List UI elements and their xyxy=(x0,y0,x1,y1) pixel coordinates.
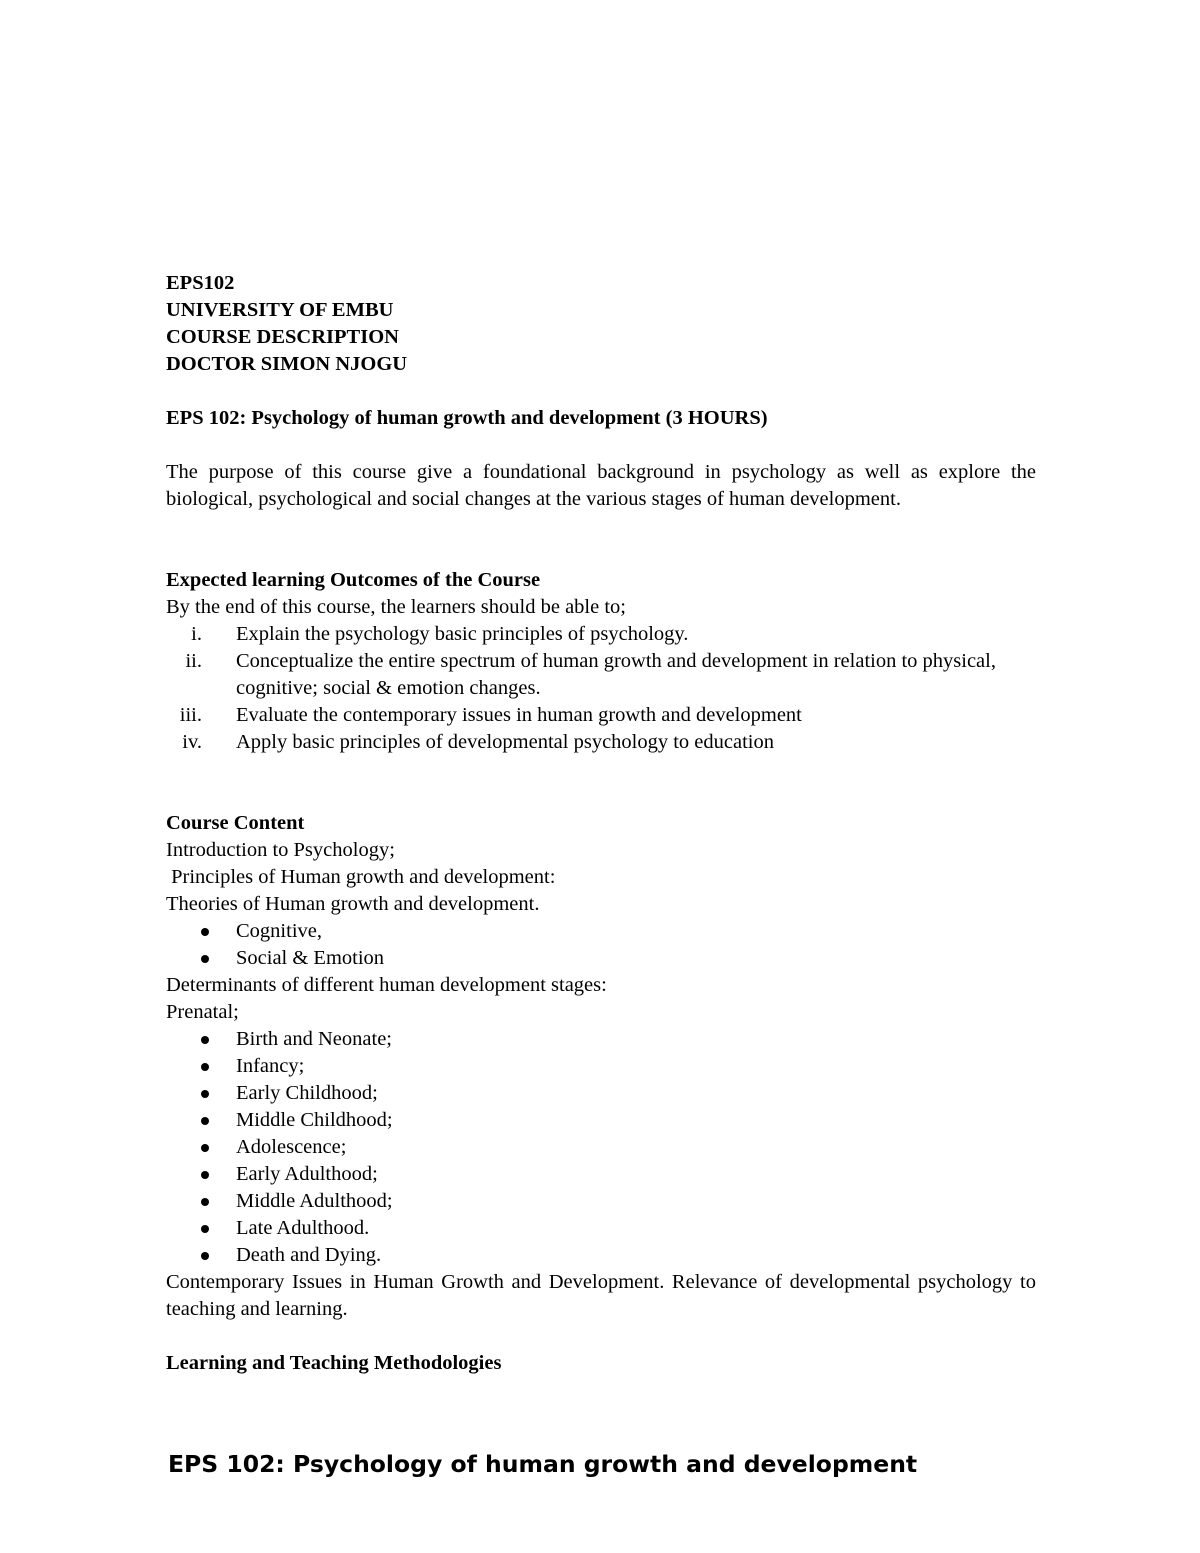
bullet-icon xyxy=(166,1080,236,1107)
content-heading: Course Content xyxy=(166,812,305,834)
list-item-text: Early Adulthood; xyxy=(236,1163,378,1185)
list-item xyxy=(166,945,1036,972)
outcome-item xyxy=(166,702,1036,729)
bullet-icon xyxy=(166,1161,236,1188)
outcome-text: Apply basic principles of developmental psychology to education xyxy=(236,731,774,753)
bullet-icon xyxy=(166,1053,236,1080)
list-item-text: Middle Childhood; xyxy=(236,1109,393,1131)
purpose-paragraph: The purpose of this course give a foundational background in psychology as well as explore the biological, psychological and social changes at the various stages of human development. xyxy=(166,461,1036,510)
course-title: EPS 102: Psychology of human growth and development (3 HOURS) xyxy=(166,407,768,429)
bullet-icon xyxy=(166,918,236,945)
outcome-number: ii. xyxy=(185,650,202,672)
lecturer-name: DOCTOR SIMON NJOGU xyxy=(166,353,408,375)
content-intro-line: Introduction to Psychology; xyxy=(166,839,395,861)
university-name: UNIVERSITY OF EMBU xyxy=(166,299,394,321)
outcomes-list xyxy=(166,621,1036,756)
list-item xyxy=(166,1053,1036,1080)
outcome-item xyxy=(166,729,1036,756)
bullet-icon xyxy=(166,1026,236,1053)
list-item xyxy=(166,1134,1036,1161)
list-item-text: Cognitive, xyxy=(236,920,322,942)
outcome-text: Explain the psychology basic principles of psychology. xyxy=(236,623,689,645)
bullet-icon xyxy=(166,945,236,972)
bullet-icon xyxy=(166,1188,236,1215)
list-item xyxy=(166,1026,1036,1053)
list-item xyxy=(166,1107,1036,1134)
bullet-icon xyxy=(166,1107,236,1134)
content-determinants-line: Determinants of different human development stages: xyxy=(166,974,607,996)
list-item xyxy=(166,1188,1036,1215)
outcome-item xyxy=(166,648,1036,702)
content-prenatal-line: Prenatal; xyxy=(166,1001,239,1023)
outcomes-heading: Expected learning Outcomes of the Course xyxy=(166,569,541,591)
list-item-text: Birth and Neonate; xyxy=(236,1028,392,1050)
contemporary-paragraph: Contemporary Issues in Human Growth and Development. Relevance of developmental psychology to teaching and learning. xyxy=(166,1271,1036,1320)
course-code: EPS102 xyxy=(166,272,235,294)
outcome-number: iv. xyxy=(182,731,202,753)
document-page xyxy=(166,270,1036,1377)
list-item xyxy=(166,1215,1036,1242)
outcome-text: Conceptualize the entire spectrum of human growth and development in relation to physical, cognitive; social & emotion changes. xyxy=(236,650,996,699)
outcome-text: Evaluate the contemporary issues in human growth and development xyxy=(236,704,802,726)
list-item-text: Adolescence; xyxy=(236,1136,347,1158)
list-item xyxy=(166,1242,1036,1269)
bullet-icon xyxy=(166,1134,236,1161)
bullet-icon xyxy=(166,1242,236,1269)
list-item-text: Death and Dying. xyxy=(236,1244,382,1266)
stages-list xyxy=(166,1026,1036,1269)
content-principles-line: Principles of Human growth and development: xyxy=(166,866,556,888)
list-item-text: Middle Adulthood; xyxy=(236,1190,393,1212)
outcome-number: i. xyxy=(191,623,202,645)
list-item xyxy=(166,1080,1036,1107)
list-item-text: Early Childhood; xyxy=(236,1082,378,1104)
list-item xyxy=(166,918,1036,945)
content-theories-line: Theories of Human growth and development. xyxy=(166,893,540,915)
bullet-icon xyxy=(166,1215,236,1242)
footer-title: EPS 102: Psychology of human growth and development xyxy=(168,1450,918,1478)
list-item-text: Late Adulthood. xyxy=(236,1217,370,1239)
theories-list xyxy=(166,918,1036,972)
outcomes-intro: By the end of this course, the learners should be able to; xyxy=(166,596,626,618)
list-item xyxy=(166,1161,1036,1188)
list-item-text: Social & Emotion xyxy=(236,947,385,969)
list-item-text: Infancy; xyxy=(236,1055,305,1077)
outcome-number: iii. xyxy=(179,704,202,726)
outcome-item xyxy=(166,621,1036,648)
methodologies-heading: Learning and Teaching Methodologies xyxy=(166,1352,502,1374)
document-type: COURSE DESCRIPTION xyxy=(166,326,399,348)
